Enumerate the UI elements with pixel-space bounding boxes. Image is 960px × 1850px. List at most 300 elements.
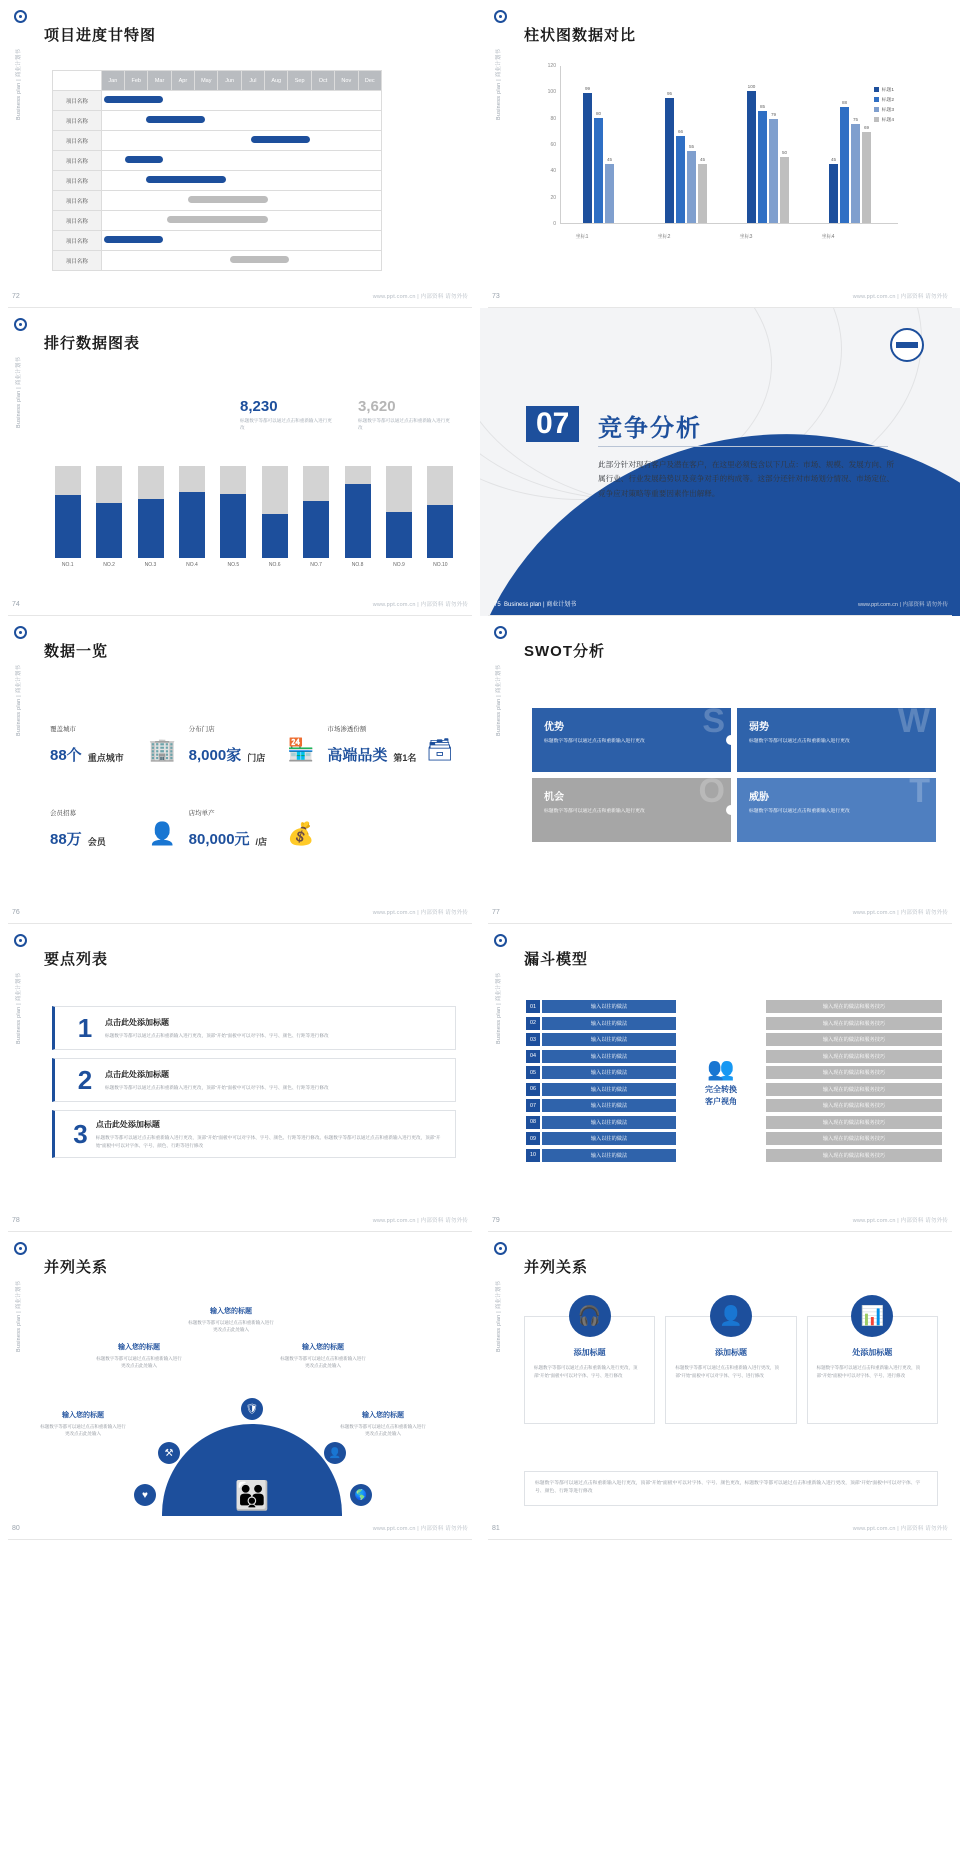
ranking-track xyxy=(303,466,329,558)
store-icon: 🏪 xyxy=(287,737,315,762)
table-row xyxy=(53,191,382,211)
side-label: Business plan | 商业计划书 xyxy=(16,356,22,428)
info-card[interactable] xyxy=(807,1306,938,1424)
bar-group xyxy=(747,66,789,223)
section-cover xyxy=(480,308,960,616)
ranking-item xyxy=(425,466,456,568)
funnel-index: 03 xyxy=(526,1033,540,1046)
card-row xyxy=(524,1306,938,1424)
stat-unit: 门店 xyxy=(247,753,266,763)
swot-opportunity[interactable] xyxy=(532,778,731,842)
footer-note: www.ppt.com.cn | 内部资料 请勿外传 xyxy=(852,294,948,300)
funnel-index: 07 xyxy=(526,1099,540,1112)
funnel-right-row[interactable]: 输入现在的做法和服务技巧 xyxy=(766,1083,942,1096)
table-row xyxy=(53,111,382,131)
radial-block[interactable] xyxy=(280,1342,366,1370)
page-title: 并列关系 xyxy=(524,1259,589,1276)
funnel-label: 输入以往的做法 xyxy=(542,1066,676,1079)
people-icon: 👥 xyxy=(707,1055,735,1081)
chart-bar xyxy=(780,150,789,223)
ranking-fill xyxy=(220,494,246,558)
funnel-row[interactable] xyxy=(526,1033,676,1046)
highlight-stats xyxy=(240,398,460,432)
ranking-track xyxy=(55,466,81,558)
center-line2: 客户视角 xyxy=(705,1096,737,1106)
bar-chart xyxy=(538,63,898,246)
funnel-index: 01 xyxy=(526,1000,540,1013)
page-number: 75 xyxy=(494,602,501,608)
ranking-fill xyxy=(427,505,453,558)
funnel-right-row[interactable]: 输入现在的做法和服务技巧 xyxy=(766,1116,942,1129)
funnel-row[interactable] xyxy=(526,1149,676,1162)
month-col: Nov xyxy=(335,71,358,91)
bar-group xyxy=(665,66,707,223)
page-number: 79 xyxy=(492,1217,500,1224)
gantt-bar xyxy=(146,176,226,183)
ranking-item xyxy=(300,466,331,568)
puzzle-knob xyxy=(726,735,731,745)
funnel-label: 输入以往的做法 xyxy=(542,1000,676,1013)
legend-item: 标题4 xyxy=(874,116,894,123)
ranking-item xyxy=(93,466,124,568)
funnel-row[interactable] xyxy=(526,1050,676,1063)
bar-group xyxy=(583,66,614,223)
swot-head: 优势 xyxy=(544,722,564,733)
table-row xyxy=(53,251,382,271)
swot-head: 机会 xyxy=(544,792,564,803)
list-item[interactable] xyxy=(52,1058,456,1102)
swot-text: 标题数字等都可以通过点击和重新输入进行更改 xyxy=(544,739,645,744)
side-label: Business plan | 商业计划书 xyxy=(496,48,502,120)
bar-value: 45 xyxy=(830,156,837,162)
page-number: 80 xyxy=(12,1525,20,1532)
funnel-label: 输入以往的做法 xyxy=(542,1099,676,1112)
highlight-primary xyxy=(240,398,332,432)
swot-head: 弱势 xyxy=(749,722,769,733)
row-label: 项目名称 xyxy=(53,111,102,131)
side-label: Business plan | 商业计划书 xyxy=(16,48,22,120)
bar-value: 45 xyxy=(606,156,613,162)
gear-icon xyxy=(14,626,27,639)
funnel-model xyxy=(526,1000,942,1165)
table-row xyxy=(53,151,382,171)
radial-block[interactable] xyxy=(188,1306,274,1334)
table-row xyxy=(53,231,382,251)
funnel-index: 05 xyxy=(526,1066,540,1079)
funnel-row[interactable] xyxy=(526,1083,676,1096)
gantt-body xyxy=(53,91,382,271)
gear-icon xyxy=(494,1242,507,1255)
swot-text: 标题数字等都可以通过点击和重新输入进行更改 xyxy=(749,739,850,744)
funnel-label: 输入以往的做法 xyxy=(542,1132,676,1145)
key-points-list xyxy=(52,1006,456,1166)
globe-icon: 🌎 xyxy=(350,1484,372,1506)
side-label: Business plan | 商业计划书 xyxy=(496,972,502,1044)
chart-plot-area xyxy=(560,66,898,224)
funnel-right-row[interactable]: 输入现在的做法和服务技巧 xyxy=(766,1050,942,1063)
x-tick: 坐标4 xyxy=(821,234,835,240)
page-title: 漏斗模型 xyxy=(524,951,589,968)
slide-72 xyxy=(0,0,480,308)
ranking-track xyxy=(96,466,122,558)
item-text: 标题数字等都可以通过点击和重新输入进行更改，顶部“开始”面板中可以对字体、字号、颜色、行距等进行修改。标题数字等都可以通过点击和重新输入进行更改，顶部“开始”面板中可以对字体、字号、颜色、行距等进行修改 xyxy=(95,1135,441,1148)
row-label: 项目名称 xyxy=(53,171,102,191)
funnel-index: 09 xyxy=(526,1132,540,1145)
ranking-label: NO.5 xyxy=(227,562,240,568)
ranking-fill xyxy=(386,512,412,558)
chart-bar xyxy=(769,111,778,223)
stat-block xyxy=(50,808,179,880)
row-label: 项目名称 xyxy=(53,191,102,211)
swot-threat[interactable] xyxy=(737,778,936,842)
stat-block xyxy=(189,724,318,796)
footer-note: www.ppt.com.cn | 内部资料 请勿外传 xyxy=(852,1526,948,1532)
stat-caption: 店均单产 xyxy=(188,810,215,817)
funnel-index: 06 xyxy=(526,1083,540,1096)
gantt-bar xyxy=(188,196,268,203)
radial-block[interactable] xyxy=(340,1410,426,1438)
month-col: Jun xyxy=(218,71,241,91)
heart-icon: ♥ xyxy=(134,1484,156,1506)
cylinder-icon: 🗃 xyxy=(426,737,454,762)
month-col: Oct xyxy=(311,71,334,91)
gantt-track xyxy=(101,211,381,231)
y-tick: 60 xyxy=(550,142,556,148)
row-label: 项目名称 xyxy=(53,151,102,171)
gantt-track xyxy=(101,251,381,271)
section-body: 此部分针对现有客户及潜在客户，在这里必须包含以下几点：市场、规模、发展方向、所属行业、行业发展趋势以及竞争对手的构成等。这部分还针对市场划分情况、市场定位、竞争应对策略等重要因素作出解释。 xyxy=(598,460,895,498)
stat-block xyxy=(50,724,179,796)
highlight-value: 3,620 xyxy=(358,398,396,415)
ranking-label: NO.6 xyxy=(268,562,281,568)
list-item[interactable] xyxy=(52,1110,456,1158)
bar-value: 45 xyxy=(699,156,706,162)
family-icon: 👪 xyxy=(234,1480,270,1511)
footer-note: www.ppt.com.cn | 内部资料 请勿外传 xyxy=(372,1218,468,1224)
gear-icon xyxy=(14,1242,27,1255)
stat-caption: 分布门店 xyxy=(188,726,215,733)
funnel-label: 输入以往的做法 xyxy=(542,1017,676,1030)
ranking-bars xyxy=(52,458,456,568)
item-head: 点击此处添加标题 xyxy=(95,1120,160,1129)
block-text: 标题数字等都可以通过点击和重新输入进行更改点击此处输入 xyxy=(280,1356,366,1369)
bar-value: 55 xyxy=(688,143,695,149)
page-title: 柱状图数据对比 xyxy=(524,27,637,44)
ranking-track xyxy=(220,466,246,558)
month-col: Mar xyxy=(148,71,171,91)
page-number: 73 xyxy=(492,293,500,300)
funnel-row[interactable] xyxy=(526,1066,676,1079)
puzzle-knob xyxy=(726,805,731,815)
ranking-label: NO.8 xyxy=(351,562,364,568)
funnel-left-column xyxy=(526,1000,676,1165)
card-text: 标题数字等都可以通过点击和重新输入进行更改，顶部“开始”面板中可以对字体、字号、进行修改 xyxy=(534,1365,638,1378)
bar-value: 69 xyxy=(863,125,870,131)
row-label: 项目名称 xyxy=(53,251,102,271)
month-col: Dec xyxy=(358,71,382,91)
gear-icon xyxy=(494,934,507,947)
bar-value: 66 xyxy=(677,129,684,135)
y-tick: 100 xyxy=(547,89,556,96)
funnel-right-row[interactable]: 输入现在的做法和服务技巧 xyxy=(766,1099,942,1112)
funnel-row[interactable] xyxy=(526,1132,676,1145)
bar-value: 75 xyxy=(852,117,859,123)
bar-value: 99 xyxy=(584,85,591,91)
gantt-bar xyxy=(125,156,163,163)
gantt-bar xyxy=(167,216,268,223)
chart-bar xyxy=(851,117,860,223)
ranking-label: NO.10 xyxy=(433,562,448,568)
slide-81 xyxy=(480,1232,960,1540)
block-text: 标题数字等都可以通过点击和重新输入进行更改点击此处输入 xyxy=(340,1424,426,1437)
block-head: 输入您的标题 xyxy=(302,1344,344,1351)
presenter-icon: 📊 xyxy=(851,1295,893,1337)
month-col: Feb xyxy=(125,71,148,91)
page-number: 78 xyxy=(12,1217,20,1224)
funnel-label: 输入以往的做法 xyxy=(542,1050,676,1063)
footer-note: www.ppt.com.cn | 内部资料 请勿外传 xyxy=(857,602,948,608)
table-row xyxy=(53,211,382,231)
member-icon: 👤 xyxy=(148,821,177,846)
funnel-label: 输入以往的做法 xyxy=(542,1083,676,1096)
month-col: Apr xyxy=(171,71,194,91)
ranking-label: NO.1 xyxy=(61,562,74,568)
emblem-icon xyxy=(890,328,924,362)
gantt-track xyxy=(101,231,381,251)
card-head: 添加标题 xyxy=(573,1348,606,1357)
stat-caption: 市场渗透份额 xyxy=(327,726,367,733)
gantt-track xyxy=(101,151,381,171)
slide-80 xyxy=(0,1232,480,1540)
x-tick: 坐标3 xyxy=(739,234,753,240)
slide-74 xyxy=(0,308,480,616)
page-title: 项目进度甘特图 xyxy=(44,27,157,44)
ranking-track xyxy=(138,466,164,558)
gear-icon xyxy=(14,318,27,331)
y-tick: 0 xyxy=(553,221,556,227)
funnel-label: 输入以往的做法 xyxy=(542,1033,676,1046)
radial-block[interactable] xyxy=(96,1342,182,1370)
page-number: 74 xyxy=(12,601,20,608)
ranking-item xyxy=(52,466,83,568)
highlight-secondary xyxy=(358,398,450,432)
bottom-note: 标题数字等都可以通过点击和重新输入进行更改，顶部“开始”面板中可以对字体、字号、颜色更改，标题数字等都可以通过点击和重新输入进行更改，顶部“开始”面板中可以对字体、字号、颜色、行距等进行修改 xyxy=(524,1471,938,1506)
stat-value: 8,000家 xyxy=(188,747,242,764)
funnel-right-row[interactable]: 输入现在的做法和服务技巧 xyxy=(766,1017,942,1030)
chart-bar xyxy=(676,129,685,223)
legend-item: 标题1 xyxy=(874,86,894,93)
funnel-row[interactable] xyxy=(526,1116,676,1129)
page-number: 77 xyxy=(492,909,500,916)
table-header-row xyxy=(53,71,382,91)
stat-value: 88万 xyxy=(50,831,82,848)
slide-75 xyxy=(480,308,960,616)
swot-strength[interactable] xyxy=(532,708,731,772)
bar-value: 85 xyxy=(759,104,766,110)
footer-note: www.ppt.com.cn | 内部资料 请勿外传 xyxy=(372,910,468,916)
funnel-right-row[interactable]: 输入现在的做法和服务技巧 xyxy=(766,1132,942,1145)
city-icon: 🏢 xyxy=(148,737,177,762)
table-row xyxy=(53,91,382,111)
item-head: 点击此处添加标题 xyxy=(105,1069,169,1079)
month-col: Jul xyxy=(241,71,264,91)
funnel-right-row[interactable]: 输入现在的做法和服务技巧 xyxy=(766,1066,942,1079)
bar-value: 100 xyxy=(747,84,756,90)
gantt-bar xyxy=(104,236,163,243)
gantt-track xyxy=(101,131,381,151)
stats-grid xyxy=(50,724,456,880)
ranking-label: NO.4 xyxy=(186,562,198,568)
info-card[interactable] xyxy=(524,1306,655,1424)
swot-letter: S xyxy=(702,708,725,740)
page-title: 要点列表 xyxy=(44,951,109,968)
month-col: May xyxy=(195,71,218,91)
month-col: Aug xyxy=(265,71,288,91)
swot-text: 标题数字等都可以通过点击和重新输入进行更改 xyxy=(544,809,645,814)
card-text: 标题数字等都可以通过点击和重新输入进行更改，顶部“开始”面板中可以对字体、字号、进行修改 xyxy=(816,1365,921,1378)
tools-icon: ⚒ xyxy=(158,1442,180,1464)
funnel-center xyxy=(682,1000,760,1165)
money-icon: 💰 xyxy=(287,821,315,846)
gantt-bar xyxy=(230,256,289,263)
slide-77 xyxy=(480,616,960,924)
block-head: 输入您的标题 xyxy=(210,1308,252,1315)
ranking-label: NO.2 xyxy=(103,562,115,568)
gantt-bar xyxy=(104,96,163,103)
info-card[interactable] xyxy=(665,1306,796,1424)
section-title: 竞争分析 xyxy=(598,415,702,442)
ranking-track xyxy=(179,466,205,558)
radial-diagram xyxy=(40,1298,464,1516)
ranking-item xyxy=(383,466,414,568)
chart-bar xyxy=(698,156,707,223)
chart-bar xyxy=(605,156,614,223)
highlight-desc: 标题数字等都可以通过点击和重新输入进行更改 xyxy=(358,418,450,430)
page-title: 并列关系 xyxy=(44,1259,109,1276)
gantt-track xyxy=(101,191,381,211)
chart-bar xyxy=(829,156,838,223)
swot-letter: T xyxy=(909,778,930,810)
table-row xyxy=(53,171,382,191)
ranking-track xyxy=(386,466,412,558)
y-tick: 120 xyxy=(547,63,556,69)
page-title: 排行数据图表 xyxy=(44,335,141,352)
stat-caption: 覆盖城市 xyxy=(50,726,76,733)
stat-unit: /店 xyxy=(255,837,268,847)
swot-grid xyxy=(532,708,936,842)
gear-icon xyxy=(14,10,27,23)
chart-bar xyxy=(840,100,849,223)
legend-item: 标题2 xyxy=(874,96,894,103)
footer-note: www.ppt.com.cn | 内部资料 请勿外传 xyxy=(372,602,468,608)
item-text: 标题数字等都可以通过点击和重新输入进行更改，顶部“开始”面板中可以对字体、字号、颜色、行距等进行修改 xyxy=(105,1032,329,1038)
block-text: 标题数字等都可以通过点击和重新输入进行更改点击此处输入 xyxy=(40,1424,126,1437)
highlight-value: 8,230 xyxy=(240,398,278,415)
slide-79 xyxy=(480,924,960,1232)
shield-icon: 🛡 xyxy=(241,1398,263,1420)
funnel-row[interactable] xyxy=(526,1099,676,1112)
gear-icon xyxy=(494,10,507,23)
side-label: Business plan | 商业计划书 xyxy=(16,972,22,1044)
dome-shape xyxy=(162,1424,342,1516)
stat-unit: 重点城市 xyxy=(87,753,124,763)
funnel-index: 10 xyxy=(526,1149,540,1162)
gantt-bar xyxy=(251,136,310,143)
headset-icon: 🎧 xyxy=(569,1295,611,1337)
funnel-index: 02 xyxy=(526,1017,540,1030)
card-text: 标题数字等都可以通过点击和重新输入进行更改，顶部“开始”面板中可以对字体、字号、进行修改 xyxy=(675,1365,779,1378)
stat-block xyxy=(327,724,456,796)
block-head: 输入您的标题 xyxy=(362,1412,404,1419)
gantt-track xyxy=(101,111,381,131)
gear-icon xyxy=(14,934,27,947)
funnel-right-column xyxy=(766,1000,942,1165)
y-tick: 40 xyxy=(550,168,556,175)
stat-value: 80,000元 xyxy=(188,831,250,848)
ranking-fill xyxy=(179,492,205,558)
gantt-table xyxy=(52,70,382,271)
item-number: 3 xyxy=(73,1119,88,1150)
gantt-bar xyxy=(146,116,205,123)
cover-side-label: Business plan | 商业计划书 xyxy=(504,602,577,608)
table-row xyxy=(53,131,382,151)
funnel-row[interactable] xyxy=(526,1017,676,1030)
row-label: 项目名称 xyxy=(53,211,102,231)
chart-bar xyxy=(862,125,871,223)
funnel-right-row[interactable]: 输入现在的做法和服务技巧 xyxy=(766,1149,942,1162)
highlight-desc: 标题数字等都可以通过点击和重新输入进行更改 xyxy=(240,418,332,430)
chart-bar xyxy=(594,110,603,223)
chart-bar xyxy=(665,90,674,223)
bar-value: 79 xyxy=(770,111,777,117)
chart-bar xyxy=(747,84,756,223)
divider xyxy=(598,446,888,447)
card-head: 添加标题 xyxy=(714,1348,747,1357)
slide-73 xyxy=(480,0,960,308)
side-label: Business plan | 商业计划书 xyxy=(16,1280,22,1352)
funnel-right-row[interactable]: 输入现在的做法和服务技巧 xyxy=(766,1000,942,1013)
funnel-row[interactable] xyxy=(526,1000,676,1013)
funnel-label: 输入以往的做法 xyxy=(542,1116,676,1129)
gantt-track xyxy=(101,171,381,191)
row-label: 项目名称 xyxy=(53,231,102,251)
bar-group xyxy=(829,66,871,223)
y-tick: 20 xyxy=(550,194,556,201)
bar-value: 80 xyxy=(595,110,602,116)
swot-weakness[interactable] xyxy=(737,708,936,772)
page-title: 数据一览 xyxy=(44,643,109,660)
card-head: 处添加标题 xyxy=(852,1348,893,1357)
bar-value: 95 xyxy=(666,90,673,96)
footer-note: www.ppt.com.cn | 内部资料 请勿外传 xyxy=(852,910,948,916)
stat-unit: 第1名 xyxy=(393,753,417,763)
funnel-right-row[interactable]: 输入现在的做法和服务技巧 xyxy=(766,1033,942,1046)
legend-item: 标题3 xyxy=(874,106,894,113)
radial-block[interactable] xyxy=(40,1410,126,1438)
footer-note: www.ppt.com.cn | 内部资料 请勿外传 xyxy=(852,1218,948,1224)
ranking-fill xyxy=(96,503,122,558)
page-number: 81 xyxy=(492,1525,500,1532)
month-col: Jan xyxy=(101,71,124,91)
list-item[interactable] xyxy=(52,1006,456,1050)
swot-head: 威胁 xyxy=(749,792,769,803)
item-text: 标题数字等都可以通过点击和重新输入进行更改，顶部“开始”面板中可以对字体、字号、颜色、行距等进行修改 xyxy=(105,1084,329,1090)
ranking-label: NO.9 xyxy=(393,562,405,568)
footer-note: www.ppt.com.cn | 内部资料 请勿外传 xyxy=(372,294,468,300)
month-col: Sep xyxy=(288,71,311,91)
ranking-item xyxy=(218,466,249,568)
ranking-label: NO.7 xyxy=(310,562,322,568)
